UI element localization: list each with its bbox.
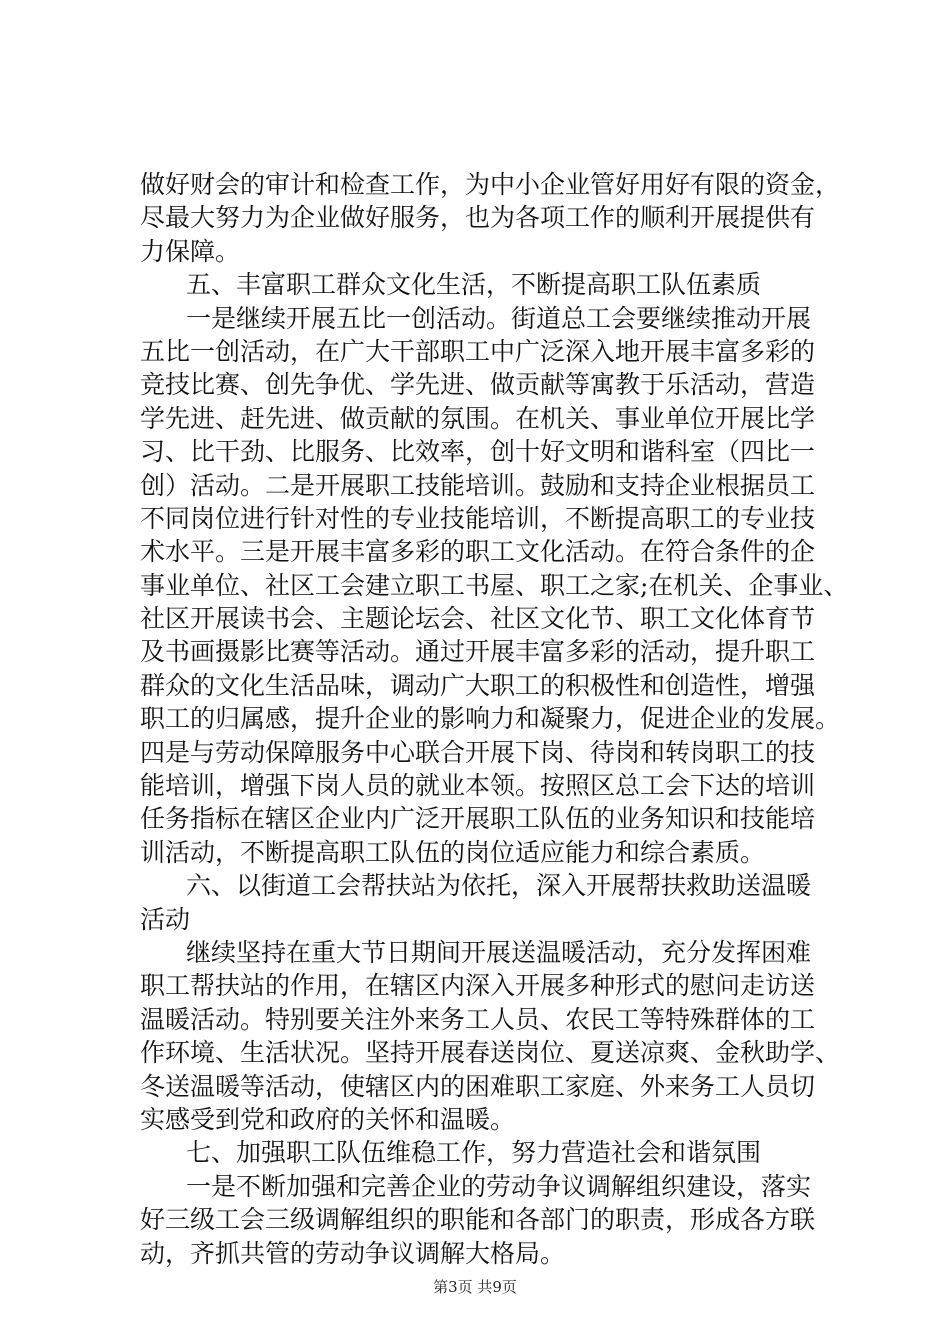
text-line: 实感受到党和政府的关怀和温暖。	[140, 1104, 516, 1134]
text-line: 做好财会的审计和检查工作，为中小企业管好用好有限的资金，	[140, 170, 841, 199]
text-line: 五、丰富职工群众文化生活，不断提高职工队伍素质	[186, 270, 762, 300]
text-line: 尽最大努力为企业做好服务，也为各项工作的顺利开展提供有	[140, 203, 816, 233]
page-footer: 第3页 共9页	[433, 1278, 517, 1296]
text-line: 任务指标在辖区企业内广泛开展职工队伍的业务知识和技能培	[140, 804, 816, 834]
text-line: 习、比干劲、比服务、比效率，创十好文明和谐科室（四比一	[140, 437, 816, 467]
text-line: 温暖活动。特别要关注外来务工人员、农民工等特殊群体的工	[140, 1004, 816, 1034]
text-line: 好三级工会三级调解组织的职能和各部门的职责，形成各方联	[140, 1205, 816, 1235]
text-line: 力保障。	[140, 236, 241, 266]
text-line: 社区开展读书会、主题论坛会、社区文化节、职工文化体育节	[140, 604, 816, 634]
text-line: 五比一创活动，在广大干部职工中广泛深入地开展丰富多彩的	[140, 336, 816, 366]
text-line: 群众的文化生活品味，调动广大职工的积极性和创造性，增强	[140, 670, 816, 700]
text-line: 四是与劳动保障服务中心联合开展下岗、待岗和转岗职工的技	[140, 737, 816, 767]
text-line: 冬送温暖等活动，使辖区内的困难职工家庭、外来务工人员切	[140, 1071, 816, 1101]
text-line: 六、以街道工会帮扶站为依托，深入开展帮扶救助送温暖	[186, 871, 812, 901]
text-line: 事业单位、社区工会建立职工书屋、职工之家;在机关、企事业、	[140, 570, 849, 600]
text-line: 术水平。三是开展丰富多彩的职工文化活动。在符合条件的企	[140, 537, 816, 567]
text-line: 作环境、生活状况。坚持开展春送岗位、夏送凉爽、金秋助学、	[140, 1038, 841, 1068]
text-line: 活动	[140, 904, 191, 934]
text-line: 职工的归属感，提升企业的影响力和凝聚力，促进企业的发展。	[140, 704, 841, 734]
text-line: 训活动，不断提高职工队伍的岗位适应能力和综合素质。	[140, 837, 766, 867]
text-line: 七、加强职工队伍维稳工作，努力营造社会和谐氛围	[186, 1138, 762, 1168]
text-line: 创）活动。二是开展职工技能培训。鼓励和支持企业根据员工	[140, 470, 816, 500]
text-line: 及书画摄影比赛等活动。通过开展丰富多彩的活动，提升职工	[140, 637, 816, 667]
text-line: 一是继续开展五比一创活动。街道总工会要继续推动开展	[186, 303, 812, 333]
text-line: 不同岗位进行针对性的专业技能培训，不断提高职工的专业技	[140, 503, 816, 533]
body-text	[140, 168, 849, 1270]
text-line: 竞技比赛、创先争优、学先进、做贡献等寓教于乐活动，营造	[140, 370, 816, 400]
text-line: 一是不断加强和完善企业的劳动争议调解组织建设，落实	[186, 1171, 812, 1201]
text-line: 能培训，增强下岗人员的就业本领。按照区总工会下达的培训	[140, 771, 816, 801]
text-line: 动，齐抓共管的劳动争议调解大格局。	[140, 1238, 566, 1268]
text-line: 学先进、赶先进、做贡献的氛围。在机关、事业单位开展比学	[140, 403, 816, 433]
text-line: 职工帮扶站的作用，在辖区内深入开展多种形式的慰问走访送	[140, 971, 816, 1001]
text-line: 继续坚持在重大节日期间开展送温暖活动，充分发挥困难	[186, 937, 812, 967]
